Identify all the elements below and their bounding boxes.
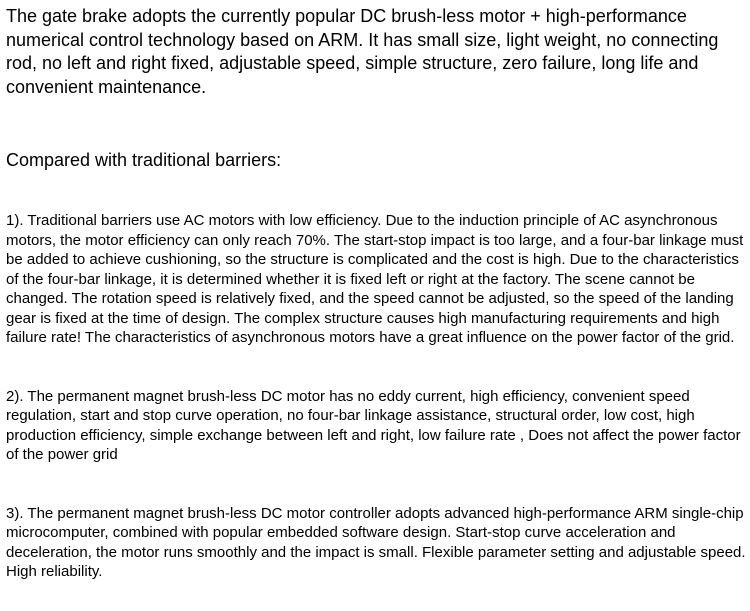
intro-paragraph: The gate brake adopts the currently popular DC brush-less motor + high-performance numerical control technology based on ARM. It has small size, light weight, no connecting rod, no left and right fixed, adjustable speed, simple structure, zero failure, long life and convenient maintenance. xyxy=(6,6,719,97)
comparison-point-3: 3). The permanent magnet brush-less DC motor controller adopts advanced high-performance ARM single-chip microcomputer, combined with popular embedded software design. Start-stop curve acceleration and deceleration, the motor runs smoothly and the impact is small. Flexible parameter setting and adjustable speed. High reliability. xyxy=(6,504,746,580)
document-body xyxy=(6,5,748,582)
comparison-point-2: 2). The permanent magnet brush-less DC motor has no eddy current, high efficiency, convenient speed regulation, start and stop curve operation, no four-bar linkage assistance, structural order, low cost, high production efficiency, simple exchange between left and right, low failure rate , Does not affect the power factor of the power grid xyxy=(6,387,741,463)
comparison-point-1: 1). Traditional barriers use AC motors with low efficiency. Due to the induction principle of AC asynchronous motors, the motor efficiency can only reach 70%. The start-stop impact is too large, and a four-bar linkage must be added to achieve cushioning, so the structure is complicated and the cost is high. Due to the characteristics of the four-bar linkage, it is determined whether it is fixed left or right at the factory. The scene cannot be changed. The rotation speed is relatively fixed, and the speed cannot be adjusted, so the speed of the landing gear is fixed at the time of design. The complex structure causes high manufacturing requirements and high failure rate! The characteristics of asynchronous motors have a great influence on the power factor of the grid. xyxy=(6,212,744,346)
comparison-heading: Compared with traditional barriers: xyxy=(6,150,282,170)
comparison-points xyxy=(6,211,748,582)
